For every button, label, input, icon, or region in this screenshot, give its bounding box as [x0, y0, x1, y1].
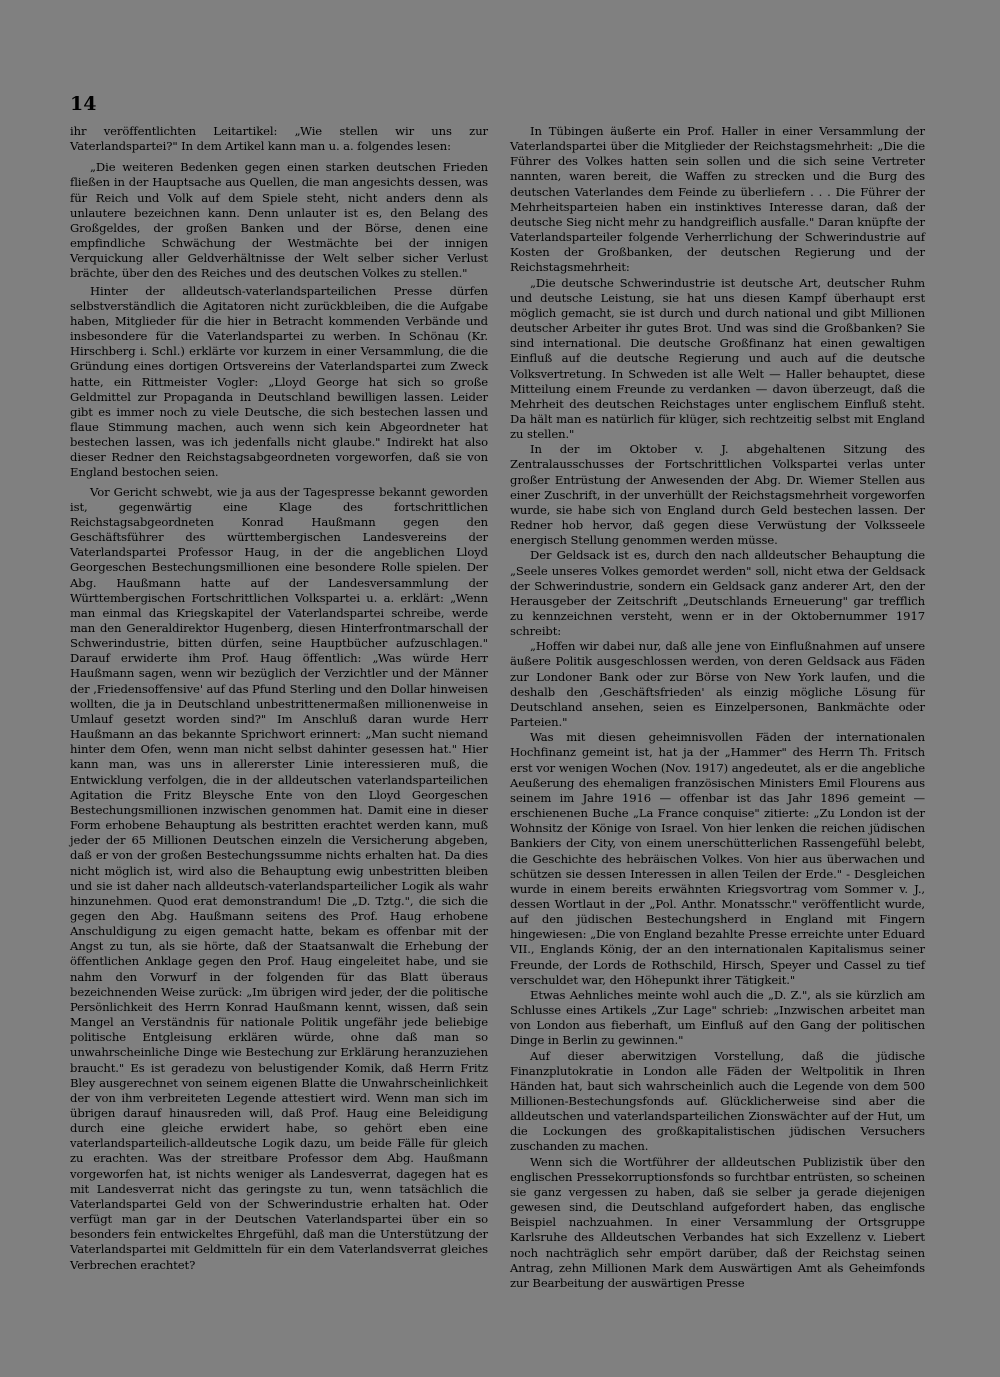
right-column [510, 124, 925, 1291]
paragraph: Wenn sich die Wortführer der alldeutschen Publizistik über den englischen Pressekorruptionsfonds so furchtbar entrüsten, so scheinen sie ganz vergessen zu haben, daß sie selber ja gerade diejenigen gewesen sind, die Deutschland aufgefordert haben, das englische Beispiel nachzuahmen. In einer Versammlung der Ortsgruppe Karlsruhe des Alldeutschen Verbandes hat sich Exzellenz v. Liebert noch nachträglich sehr empört darüber, daß der Reichstag seinen Antrag, zehn Millionen Mark dem Auswärtigen Amt als Geheimfonds zur Bearbeitung der auswärtigen Presse [510, 1154, 925, 1290]
quote-paragraph: „Die weiteren Bedenken gegen einen starken deutschen Frieden fließen in der Hauptsache aus Quellen, die man angesichts dessen, was für Reich und Volk auf dem Spiele steht, nicht anders denn als unlautere bezeichnen kann. Denn unlauter ist es, den Belang des Großgeldes, der großen Banken und der Börse, denen eine empfindliche Schwächung der Westmächte bei der innigen Verquickung aller Geldverhältnisse der Welt selber sicher Verlust brächte, über den des Reiches und des deutschen Volkes zu stellen." [70, 160, 488, 281]
paragraph: Was mit diesen geheimnisvollen Fäden der internationalen Hochfinanz gemeint ist, hat ja der „Hammer" des Herrn Th. Fritsch erst vor wenigen Wochen (Nov. 1917) angedeutet, als er die angebliche Aeußerung des ehemaligen französischen Ministers Emil Flourens aus seinem im Jahre 1916 — offenbar ist das Jahr 1896 gemeint — erschienenen Buche „La France conquise" zitierte: „Zu London ist der Wohnsitz der Könige von Israel. Von hier lenken die reichen jüdischen Bankiers der City, von einem unerschütterlichen Rassengefühl belebt, die Geschichte des hebräischen Volkes. Von hier aus überwachen und schützen sie dessen Interessen in allen Teilen der Erde." - Desgleichen wurde in einem bereits erwähnten Kriegsvortrag vom Sommer v. J., dessen Wortlaut in der „Pol. Anthr. Monatsschr." veröffentlicht wurde, auf den jüdischen Bestechungsherd in England mit Fingern hingewiesen: „Die von England bezahlte Presse erreichte unter Eduard VII., Englands König, der an den internationalen Kapitalismus seiner Freunde, der Lords de Rothschild, Hirsch, Speyer und Cassel zu tief verschuldet war, den Höhepunkt ihrer Tätigkeit." [510, 730, 925, 987]
left-column [70, 124, 488, 1273]
quote-paragraph: „Hoffen wir dabei nur, daß alle jene von Einflußnahmen auf unsere äußere Politik ausgeschlossen werden, von deren Geldsack aus Fäden zur Londoner Bank oder zur Börse von New York laufen, und die deshalb den ‚Geschäftsfrieden' als einzig mögliche Lösung für Deutschland ansehen, seien es Einzelpersonen, Bankmächte oder Parteien." [510, 639, 925, 730]
paragraph: Hinter der alldeutsch-vaterlandsparteilichen Presse dürfen selbstverständlich die Agitatoren nicht zurückbleiben, die die Aufgabe haben, Mitglieder für die hier in Betracht kommenden Verbände und insbesondere für die Vaterlandspartei zu werben. In Schönau (Kr. Hirschberg i. Schl.) erklärte vor kurzem in einer Versammlung, die die Gründung eines dortigen Ortsvereins der Vaterlandspartei zum Zweck hatte, ein Rittmeister Vogler: „Lloyd George hat sich so große Geldmittel zur Propaganda in Deutschland bewilligen lassen. Leider gibt es immer noch zu viele Deutsche, die sich bestechen lassen und flaue Stimmung machen, auch wenn sich kein Abgeordneter hat bestechen lassen, was ich jedenfalls nicht glaube." Indirekt hat also dieser Redner den Reichstagsabgeordneten vorgeworfen, daß sie von England bestochen seien. [70, 283, 488, 480]
paragraph: Vor Gericht schwebt, wie ja aus der Tagespresse bekannt geworden ist, gegenwärtig eine Klage des fortschrittlichen Reichstagsabgeordneten Konrad Haußmann gegen den Geschäftsführer des württembergischen Landesvereins der Vaterlandspartei Professor Haug, in der die angeblichen Lloyd Georgeschen Bestechungsmillionen eine besondere Rolle spielen. Der Abg. Haußmann hatte auf der Landesversammlung der Württembergischen Fortschrittlichen Volkspartei u. a. erklärt: „Wenn man einmal das Kriegskapitel der Vaterlandspartei schreibe, werde man den Generaldirektor Hugenberg, diesen Hinterfrontmarschall der Schwerindustrie, bitten dürfen, seine Hauptbücher aufzuschlagen." Darauf erwiderte ihm Prof. Haug öffentlich: „Was würde Herr Haußmann sagen, wenn wir bezüglich der Verzichtler und der Männer der ‚Friedensoffensive' auf das Pfund Sterling und den Dollar hinweisen wollten, die ja in Deutschland unbestrittenermaßen millionenweise in Umlauf gesetzt worden sind?" Im Anschluß daran wurde Herr Haußmann an das bekannte Sprichwort erinnert: „Man sucht niemand hinter dem Ofen, wenn man nicht selbst dahinter gesessen hat." Hier kann man, was uns in allererster Linie interessieren muß, die Entwicklung verfolgen, die in der alldeutschen vaterlandsparteilichen Agitation die Fritz Bleysche Ente von den Lloyd Georgeschen Bestechungsmillionen inzwischen genommen hat. Damit eine in dieser Form erhobene Behauptung als bestritten erachtet werden kann, muß jeder der 65 Millionen Deutschen einzeln die Versicherung abgeben, daß er von der großen Bestechungssumme nichts erhalten hat. Da dies nicht möglich ist, wird also die Behauptung ewig unbestritten bleiben und sie ist daher nach alldeutsch-vaterlandsparteilicher Logik als wahr hinzunehmen. Quod erat demonstrandum! Die „D. Tztg.", die sich die gegen den Abg. Haußmann seitens des Prof. Haug erhobene Anschuldigung zu eigen gemacht hatte, bekam es offenbar mit der Angst zu tun, als sie hörte, daß der Staatsanwalt die Erhebung der öffentlichen Anklage gegen den Prof. Haug eingeleitet habe, und sie nahm den Vorwurf in der folgenden für das Blatt überaus bezeichnenden Weise zurück: „Im übrigen wird jeder, der die politische Persönlichkeit des Herrn Konrad Haußmann kennt, wissen, daß sein Mangel an Verständnis für nationale Politik ungefähr jede beliebige politische Entgleisung erklären würde, ohne daß man so unwahrscheinliche Dinge wie Bestechung zur Erklärung heranzuziehen braucht." Es ist geradezu von belustigender Komik, daß Herrn Fritz Bley ausgerechnet von seinem eigenen Blatte die Unwahrscheinlichkeit der von ihm verbreiteten Legende attestiert wird. Wenn man sich im übrigen darauf hinausreden will, daß Prof. Haug eine Beleidigung durch eine gleiche erwidert habe, so gehört eben eine vaterlandsparteilich-alldeutsche Logik dazu, um beide Fälle für gleich zu erachten. Was der streitbare Professor dem Abg. Haußmann vorgeworfen hat, ist nichts weniger als Landesverrat, dagegen hat es mit Landesverrat nicht das geringste zu tun, wenn tatsächlich die Vaterlandspartei Geld von der Schwerindustrie erhalten hat. Oder verfügt man gar in der Deutschen Vaterlandspartei über ein so besonders fein entwickeltes Ehrgefühl, daß man die Unterstützung der Vaterlandspartei mit Geldmitteln für ein dem Vaterlandsverrat gleiches Verbrechen erachtet? [70, 484, 488, 1272]
paragraph: Auf dieser aberwitzigen Vorstellung, daß die jüdische Finanzplutokratie in London alle Fäden der Weltpolitik in Ihren Händen hat, baut sich wahrscheinlich auch die Legende von dem 500 Millionen-Bestechungsfonds auf. Glücklicherweise sind aber die alldeutschen und vaterlandsparteilichen Zionswächter auf der Hut, um die Lockungen des großkapitalistischen jüdischen Versuchers zuschanden zu machen. [510, 1048, 925, 1154]
paragraph: In der im Oktober v. J. abgehaltenen Sitzung des Zentralausschusses der Fortschrittlichen Volkspartei verlas unter großer Entrüstung der Anwesenden der Abg. Dr. Wiemer Stellen aus einer Zuschrift, in der unverhüllt der Reichstagsmehrheit vorgeworfen wurde, sie habe sich von England durch Geld bestechen lassen. Der Redner hob hervor, daß gegen diese Verwüstung der Volksseele energisch Stellung genommen werden müsse. [510, 442, 925, 548]
paragraph: ihr veröffentlichten Leitartikel: „Wie stellen wir uns zur Vaterlandspartei?" In dem Artikel kann man u. a. folgendes lesen: [70, 124, 488, 154]
paragraph: Der Geldsack ist es, durch den nach alldeutscher Behauptung die „Seele unseres Volkes gemordet werden" soll, nicht etwa der Geldsack der Schwerindustrie, sondern ein Geldsack ganz anderer Art, den der Herausgeber der Zeitschrift „Deutschlands Erneuerung" gar trefflich zu kennzeichnen versteht, wenn er in der Oktobernummer 1917 schreibt: [510, 548, 925, 639]
page-number: 14 [70, 93, 97, 115]
quote-paragraph: „Die deutsche Schwerindustrie ist deutsche Art, deutscher Ruhm und deutsche Leistung, sie hat uns diesen Kampf überhaupt erst möglich gemacht, sie ist durch und durch national und gibt Millionen deutscher Arbeiter ihr gutes Brot. Und was sind die Großbanken? Sie sind international. Die deutsche Großfinanz hat einen gewaltigen Einfluß auf die deutsche Regierung und auch auf die deutsche Volksvertretung. In Schweden ist alle Welt — Haller behauptet, diese Mitteilung einem Freunde zu verdanken — davon überzeugt, daß die Mehrheit des deutschen Reichstages unter englischem Einfluß steht. Da hält man es natürlich für klüger, sich rechtzeitig selbst mit England zu stellen." [510, 275, 925, 442]
paragraph: In Tübingen äußerte ein Prof. Haller in einer Versammlung der Vaterlandspartei über die Mitglieder der Reichstagsmehrheit: „Die die Führer des Volkes hatten sein sollen und die sich seine Vertreter nannten, waren bereit, die Waffen zu strecken und die Burg des deutschen Vaterlandes dem Feinde zu überliefern . . . Die Führer der Mehrheitsparteien haben ein instinktives Interesse daran, daß der deutsche Sieg nicht mehr zu handgreiflich ausfalle." Daran knüpfte der Vaterlandsparteiler folgende Verherrlichung der Schwerindustrie auf Kosten der Großbanken, der deutschen Regierung und der Reichstagsmehrheit: [510, 124, 925, 275]
paragraph: Etwas Aehnliches meinte wohl auch die „D. Z.", als sie kürzlich am Schlusse eines Artikels „Zur Lage" schrieb: „Inzwischen arbeitet man von London aus fieberhaft, um Einfluß auf den Gang der politischen Dinge in Berlin zu gewinnen." [510, 987, 925, 1048]
